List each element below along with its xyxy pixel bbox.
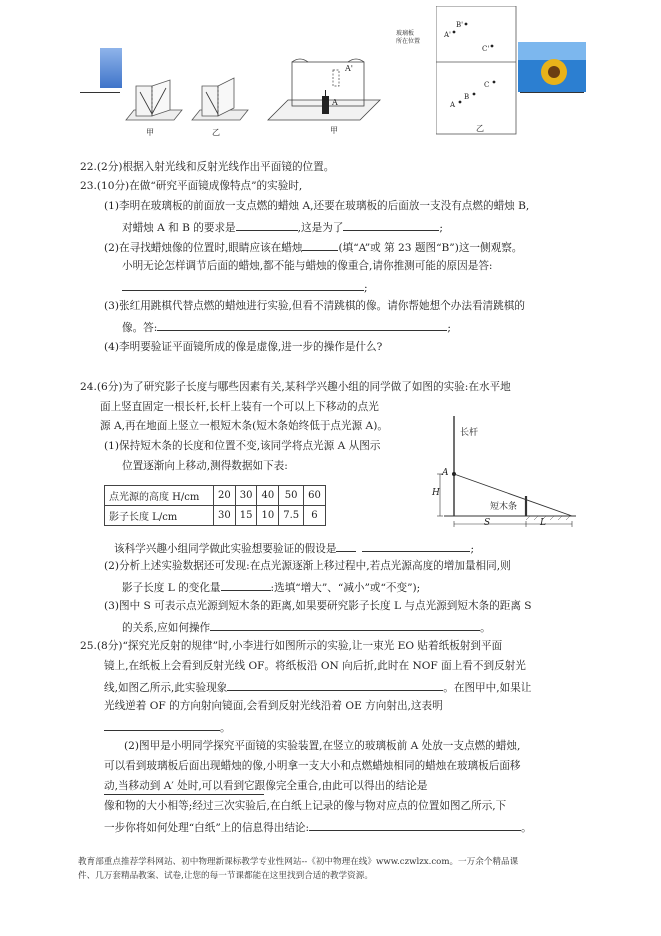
table-cell: 20: [214, 486, 236, 506]
q24-l10-a: 的关系,应如何操作: [122, 622, 211, 634]
sunflower-image: [518, 42, 586, 92]
q24-l10-blank[interactable]: [210, 619, 480, 631]
q23-p3-a: (3)张红用跳棋代替点燃的蜡烛进行实验,但看不清跳棋的像。请你帮她想个办法看清跳棋的: [104, 300, 525, 312]
q25-l4: 光线逆着 OF 的方向射向镜面,会看到反射光线沿着 OE 方向射出,这表明: [104, 700, 443, 712]
q24-l8: [122, 579, 420, 595]
table-cell: 15: [235, 506, 257, 526]
table-cell: 30: [235, 486, 257, 506]
q25-l3: [104, 679, 531, 695]
q24-l4: (1)保持短木条的长度和位置不变,该同学将点光源 A 从图示: [104, 440, 381, 452]
q25-l8-a: 动,当移动到 A′ 处时,可以看到它跟像完全重合,由此可以得出的结论是: [104, 780, 428, 792]
fig-d-bottom-point-c: C: [484, 81, 490, 89]
fig-d-bottom-point-a: A: [450, 101, 456, 109]
q23-p1-blank-2[interactable]: [343, 219, 439, 231]
q23-p3-b: 像。答:: [122, 322, 158, 334]
q25-l5-end: 。: [220, 722, 231, 734]
fig-b-label: 乙: [212, 128, 220, 137]
q23-p3-blank[interactable]: [157, 319, 447, 331]
fig-c-point: A: [332, 98, 338, 107]
footer-line-1: 教育部重点推荐学科网站、初中物理新课标教学专业性网站--《初中物理在线》www.czwlzx.com。一万余个精品课: [78, 857, 519, 867]
q23-p1-line: [122, 219, 443, 235]
table-row: [105, 506, 326, 526]
q23-p2-a: (2)在寻找蜡烛像的位置时,眼睛应该在蜡烛: [104, 242, 303, 254]
q25-l9: [104, 799, 506, 813]
table-row: [105, 486, 326, 506]
q23-p1-b: 对蜡烛 A 和 B 的要求是: [122, 222, 236, 234]
q25-l6: (2)图甲是小明同学探究平面镜的实验装置,在竖立的玻璃板前 A 处放一支点燃的蜡烛,: [124, 740, 521, 752]
footer-line-2: 件、几万套精品教案、试卷,让您的每一节课都能在这里找到合适的教学资源。: [78, 871, 373, 881]
q24-l3: 源 A,再在地面上竖立一根短木条(短木条始终低于点光源 A)。: [100, 420, 388, 432]
q24-l9: (3)图中 S 可表示点光源到短木条的距离,如果要研究影子长度 L 与点光源到短木条的距离 S: [104, 600, 532, 612]
q23-p3-end: ;: [447, 322, 451, 334]
mirror-figure-b: [190, 76, 252, 132]
fig-c-image-point: A': [345, 64, 353, 73]
q24-l6-a: 该科学兴趣小组同学做此实验想要验证的假设是: [114, 543, 337, 555]
q24-l5: 位置逐渐向上移动,测得数据如下表:: [122, 460, 288, 472]
q23-p1-end: ;: [439, 222, 443, 234]
q24-l8-a: 影子长度 L 的变化量: [122, 582, 221, 594]
q24-l8-b: :选填“增大”、“减小”或“不变”);: [270, 582, 421, 594]
table-cell: 影子长度 L/cm: [105, 506, 214, 526]
q23-p1-a: (1)李明在玻璃板的前面放一支点燃的蜡烛 A,还要在玻璃板的后面放一支没有点燃的蜡烛 B,: [104, 200, 530, 212]
shadow-fig-point-a: A: [442, 468, 449, 478]
glass-plate-figure: [262, 56, 384, 128]
fig-d-caption-1: 玻璃板: [396, 30, 415, 37]
fig-d-label: 乙: [476, 124, 484, 133]
shadow-fig-s: S: [484, 518, 491, 528]
table-cell: 60: [304, 486, 326, 506]
q24-l1: 24.(6分)为了研究影子长度与哪些因素有关,某科学兴趣小组的同学做了如图的实验:在水平地: [80, 381, 511, 393]
shadow-figure: [430, 410, 580, 534]
q25-l10: [104, 819, 532, 835]
q23-title: 23.(10分)在做“研究平面镜成像特点”的实验时,: [80, 180, 303, 192]
q25-l10-a: 一步你将如何处理“白纸”上的信息得出结论:: [104, 822, 310, 834]
q24-l6-blank-1[interactable]: [336, 540, 356, 552]
paper-points-figure: [436, 6, 518, 136]
fig-c-label: 甲: [330, 126, 338, 135]
q25-l2: 镜上,在纸板上会看到反射光线 OF。将纸板沿 ON 向后折,此时在 NOF 面上看不到反射光: [104, 660, 526, 672]
q24-l7: (2)分析上述实验数据还可发现:在点光源逐渐上移过程中,若点光源高度的增加量相同,则: [104, 560, 511, 572]
q25-l8-blank[interactable]: [104, 783, 264, 795]
q23-p2-line: [104, 239, 522, 255]
q25-l9-a: 像和物的大小相等;经过三次实验后,在白纸上记录的像与物对应点的位置如图乙所示,下: [104, 800, 507, 812]
q23-p2-b: (填“A”或 第 23 题图“B”)这一侧观察。: [338, 242, 523, 254]
q24-l10: [122, 619, 491, 635]
fig-d-top-point-c: C': [482, 45, 490, 53]
q25-l10-end: 。: [521, 822, 532, 834]
table-cell: 40: [257, 486, 279, 506]
mirror-figure-a: [122, 76, 186, 132]
shadow-fig-pole-label: 长杆: [460, 428, 479, 438]
table-cell: 6: [304, 506, 326, 526]
q25-l10-blank[interactable]: [309, 819, 521, 831]
data-table: [104, 485, 326, 526]
q24-l2: 面上竖直固定一根长杆,长杆上装有一个可以上下移动的点光: [100, 401, 379, 413]
q23-p2-answer-line: [122, 279, 368, 295]
table-cell: 点光源的高度 H/cm: [105, 486, 214, 506]
table-cell: 30: [214, 506, 236, 526]
header-rule-right: [520, 92, 584, 93]
shadow-fig-l: L: [540, 518, 546, 528]
q25-l5-blank[interactable]: [104, 719, 220, 731]
q24-l8-blank[interactable]: [221, 579, 271, 591]
q24-l10-end: 。: [480, 622, 491, 634]
q23-p3-line: [122, 319, 451, 335]
q23-p2-c: 小明无论怎样调节后面的蜡烛,都不能与蜡烛的像重合,请你推测可能的原因是答:: [122, 260, 493, 272]
q23-p2-blank-2[interactable]: [122, 279, 364, 291]
q23-p2-end: ;: [364, 282, 368, 294]
fig-d-top-point-a: A': [444, 31, 451, 39]
q25-l7: 可以看到玻璃板后面出现蜡烛的像,小明拿一支大小和点燃蜡烛相同的蜡烛在玻璃板后面移: [104, 760, 521, 772]
q25-l1: 25.(8分)“探究光反射的规律”时,小李进行如图所示的实验,让一束光 EO 贴着纸板射到平面: [80, 640, 503, 652]
table-cell: 10: [257, 506, 279, 526]
q23-p1-blank-1[interactable]: [236, 219, 298, 231]
fig-d-top-point-b: B': [456, 21, 464, 29]
shadow-fig-stick: 短木条: [490, 502, 518, 512]
fig-d-caption-2: 所在位置: [396, 38, 421, 45]
q25-l5: [104, 719, 231, 735]
fig-a-label: 甲: [146, 128, 154, 137]
shadow-fig-h: H: [432, 488, 440, 498]
q23-p1-c: ,这是为了: [297, 222, 344, 234]
q25-l3-b: 。在图甲中,如果让: [443, 682, 532, 694]
q25-l3-blank[interactable]: [227, 679, 443, 691]
q23-p2-blank-1[interactable]: [302, 239, 338, 251]
blue-decor-block: [100, 48, 122, 88]
header-rule-left: [80, 92, 120, 93]
table-cell: 50: [279, 486, 304, 506]
fig-d-bottom-point-b: B: [464, 93, 470, 101]
table-cell: 7.5: [279, 506, 304, 526]
q24-l6-blank-2[interactable]: [362, 540, 470, 552]
q25-l3-a: 线,如图乙所示,此实验现象: [104, 682, 228, 694]
q24-l6: [114, 540, 474, 556]
q23-p4: (4)李明要验证平面镜所成的像是虚像,进一步的操作是什么?: [104, 341, 383, 353]
q22-text: 22.(2分)根据入射光线和反射光线作出平面镜的位置。: [80, 161, 335, 173]
q24-l6-end: ;: [470, 543, 475, 555]
